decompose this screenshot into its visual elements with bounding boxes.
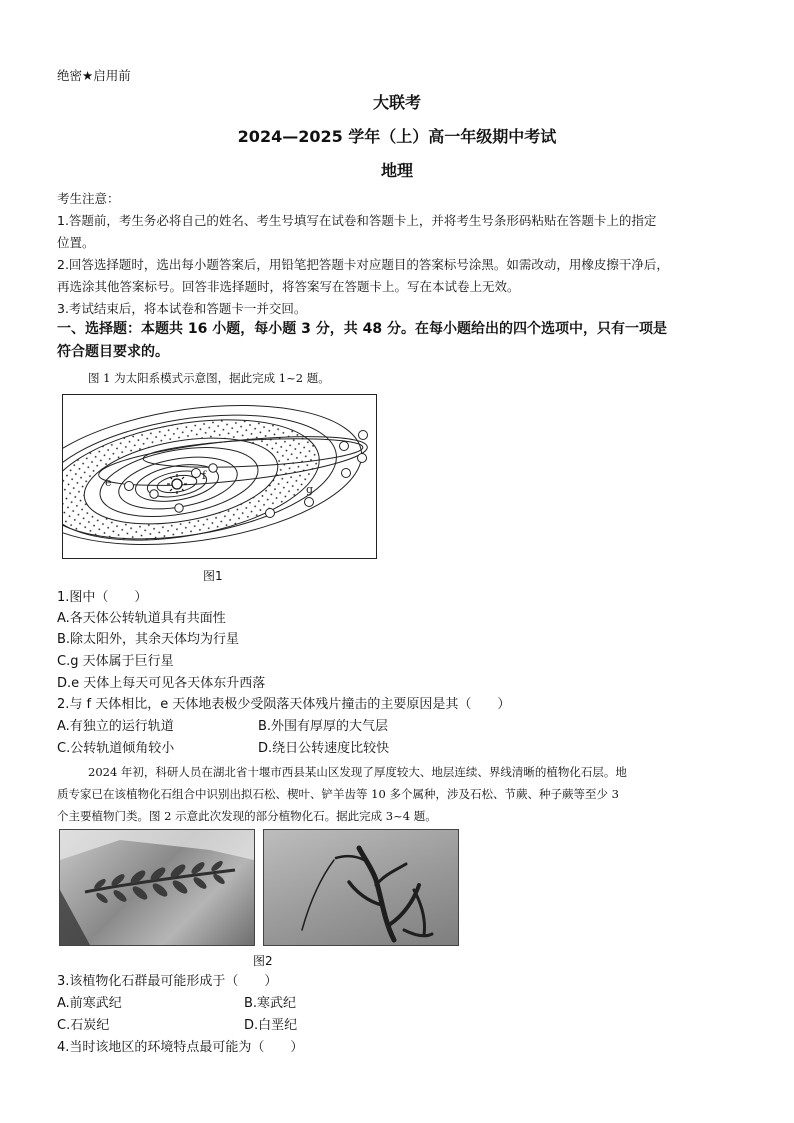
notice-heading: 考生注意： bbox=[57, 191, 120, 206]
exam-title-line2: 2024—2025 学年（上）高一年级期中考试 bbox=[237, 127, 557, 146]
q3-stem: 3.该植物化石群最可能形成于（ ） bbox=[57, 974, 278, 989]
q2-option-b: B.外围有厚厚的大气层 bbox=[258, 719, 389, 734]
body-8 bbox=[358, 454, 367, 463]
confidential-mark: 绝密★启用前 bbox=[57, 68, 131, 83]
figure1-intro: 图 1 为太阳系模式示意图，据此完成 1~2 题。 bbox=[88, 371, 330, 385]
exam-title-line1: 大联考 bbox=[372, 93, 421, 112]
body-7 bbox=[359, 431, 368, 440]
body-2 bbox=[150, 490, 158, 498]
figure1-caption: 图1 bbox=[203, 569, 223, 583]
notice-item1b: 位置。 bbox=[57, 235, 95, 250]
body-3 bbox=[175, 504, 183, 512]
section-line1: 一、选择题：本题共 16 小题，每小题 3 分，共 48 分。在每小题给出的四个选项中，只有一项是 bbox=[57, 321, 667, 337]
candidate-notice bbox=[57, 188, 757, 320]
q2-stem: 2.与 f 天体相比，e 天体地表极少受陨落天体残片撞击的主要原因是其（ ） bbox=[57, 697, 511, 712]
label-e: e bbox=[105, 476, 112, 489]
solar-system-svg bbox=[63, 395, 376, 558]
fossil-photo-lycopsid bbox=[263, 829, 459, 946]
q3-option-a: A.前寒武纪 bbox=[57, 996, 122, 1011]
fossil-photo-fern bbox=[59, 829, 255, 946]
figure2-caption: 图2 bbox=[253, 954, 273, 968]
q3-option-c: C.石炭纪 bbox=[57, 1018, 110, 1033]
q2-option-c: C.公转轨道倾角较小 bbox=[57, 741, 175, 756]
label-g: g bbox=[306, 483, 314, 496]
body-f bbox=[192, 469, 201, 478]
q4-stem: 4.当时该地区的环境特点最可能为（ ） bbox=[57, 1040, 304, 1055]
body-5 bbox=[266, 509, 275, 518]
notice-item2a: 2.回答选择题时，选出每小题答案后，用铅笔把答题卡对应题目的答案标号涂黑。如需改动，用橡皮擦干净后， bbox=[57, 257, 669, 272]
q2-option-d: D.绕日公转速度比较快 bbox=[258, 741, 390, 756]
passage-line2: 质专家已在该植物化石组合中识别出拟石松、楔叶、铲羊齿等 10 多个属种，涉及石松、节蕨、种子蕨等至少 3 bbox=[57, 787, 619, 801]
notice-item1a: 1.答题前，考生务必将自己的姓名、考生号填写在试卷和答题卡上，并将考生号条形码粘贴在答题卡上的指定 bbox=[57, 213, 657, 228]
notice-item2b: 再选涂其他答案标号。回答非选择题时，将答案写在答题卡上。写在本试卷上无效。 bbox=[57, 279, 520, 294]
q1-option-a: A.各天体公转轨道具有共面性 bbox=[57, 611, 226, 626]
section-heading bbox=[57, 318, 747, 364]
body-6 bbox=[340, 442, 349, 451]
q1-option-c: C.g 天体属于巨行星 bbox=[57, 654, 174, 669]
label-f: f bbox=[202, 469, 207, 482]
q1-option-d: D.e 天体上每天可见各天体东升西落 bbox=[57, 676, 266, 691]
q3-option-b: B.寒武纪 bbox=[244, 996, 297, 1011]
solar-system-diagram bbox=[62, 394, 377, 559]
q1-stem: 1.图中（ ） bbox=[57, 590, 148, 605]
q3-option-d: D.白垩纪 bbox=[244, 1018, 298, 1033]
exam-subject: 地理 bbox=[380, 161, 413, 180]
body-9 bbox=[342, 469, 351, 478]
q1-option-b: B.除太阳外，其余天体均为行星 bbox=[57, 632, 240, 647]
body-4 bbox=[209, 464, 217, 472]
body-e bbox=[125, 482, 134, 491]
notice-item3: 3.考试结束后，将本试卷和答题卡一并交回。 bbox=[57, 301, 307, 316]
passage-line3: 个主要植物门类。图 2 示意此次发现的部分植物化石。据此完成 3~4 题。 bbox=[57, 809, 437, 823]
sun-icon bbox=[167, 474, 187, 494]
passage-line1: 2024 年初，科研人员在湖北省十堰市西县某山区发现了厚度较大、地层连续、界线清晰的植物化石层。地 bbox=[88, 765, 627, 779]
fern-fossil-icon bbox=[60, 830, 254, 945]
body-g bbox=[305, 498, 314, 507]
section-line2: 符合题目要求的。 bbox=[57, 344, 169, 360]
branching-fossil-icon bbox=[264, 830, 458, 945]
q2-option-a: A.有独立的运行轨道 bbox=[57, 719, 174, 734]
